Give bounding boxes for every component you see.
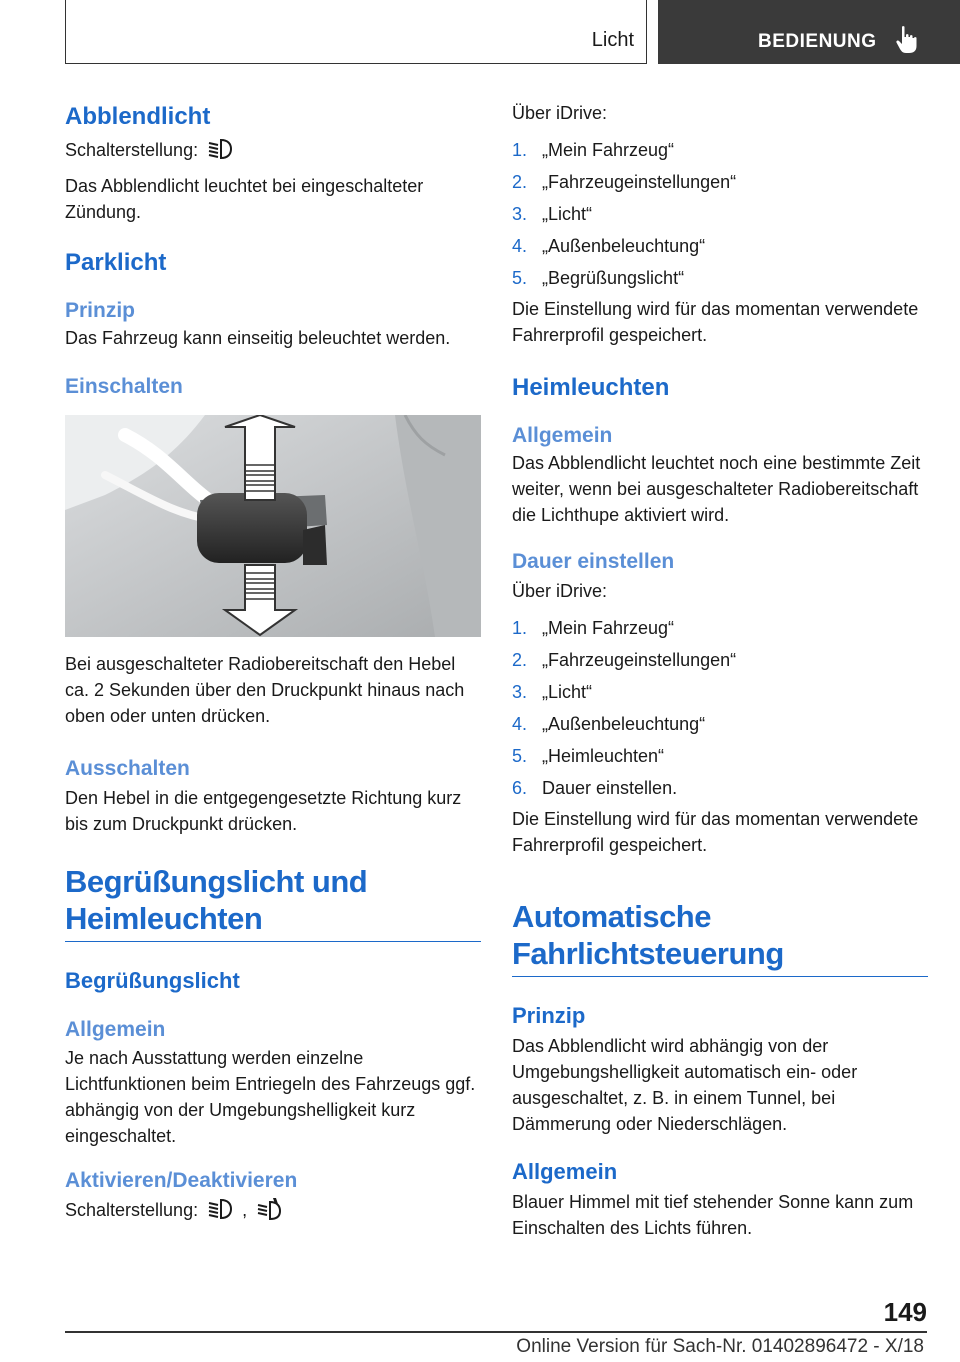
parklicht-prinzip-heading: Prinzip [65, 299, 136, 322]
heimleuchten-heading: Heimleuchten [512, 374, 670, 401]
left-column [65, 100, 481, 1227]
idrive-label-2: Über iDrive: [512, 581, 608, 601]
dauer-einstellen-heading: Dauer einstellen [512, 550, 675, 573]
online-version-text: Online Version für Sach-Nr. 01402896472 - X/18 [516, 1336, 924, 1357]
chapter-tab[interactable] [658, 0, 960, 64]
list-item: 2. „Fahrzeugeinstellungen“ [512, 172, 737, 192]
lever-illustration [65, 415, 481, 637]
auto-prinzip-text: Das Abblendlicht wird abhängig von der Umgebungshelligkeit automatisch ein- oder ausgeschaltet, z. B. in einem Tunnel, bei Dämmerung oder Niederschlägen. [512, 1036, 858, 1134]
abblendlicht-switch-line [65, 137, 481, 167]
light-lever-photo [65, 415, 481, 637]
low-beam-icon [207, 1198, 233, 1227]
header-box [65, 0, 647, 64]
abblendlicht-text: Das Abblendlicht leuchtet bei eingeschalteter Zündung. [65, 176, 424, 222]
begruessungslicht-steps [512, 134, 928, 294]
header-section-title: Licht [591, 29, 634, 51]
allgemein-heading: Allgemein [65, 1018, 166, 1041]
einschalten-text: Bei ausgeschalteter Radiobereitschaft den Hebel ca. 2 Sekunden über den Druckpunkt hinaus nach oben oder unten drücken. [65, 654, 465, 726]
icon-separator: , [242, 1200, 248, 1220]
aktivieren-heading: Aktivieren/Deaktivieren [65, 1169, 298, 1192]
auto-prinzip-heading: Prinzip [512, 1003, 586, 1028]
idrive-label-1: Über iDrive: [512, 103, 608, 123]
ausschalten-heading: Ausschalten [65, 757, 190, 780]
list-item: 5. „Begrüßungslicht“ [512, 268, 685, 288]
heim-allgemein-text: Das Abblendlicht leuchtet noch eine bestimmte Zeit weiter, wenn bei ausgeschalteter Radiobereitschaft die Lichthupe aktiviert wird. [512, 453, 921, 525]
profile-text-2: Die Einstellung wird für das momentan verwendete Fahrerprofil gespeichert. [512, 809, 919, 855]
abblendlicht-heading: Abblendlicht [65, 103, 211, 130]
begruessungslicht-heading: Begrüßungslicht [65, 968, 240, 993]
chapter-tab-label: BEDIENUNG [758, 31, 877, 52]
list-item: 6. Dauer einstellen. [512, 778, 678, 798]
list-item: 1. „Mein Fahrzeug“ [512, 618, 675, 638]
list-item: 2. „Fahrzeugeinstellungen“ [512, 650, 737, 670]
profile-text-1: Die Einstellung wird für das momentan verwendete Fahrerprofil gespeichert. [512, 299, 919, 345]
switch-label: Schalterstellung: [65, 1200, 199, 1220]
auto-light-icon [256, 1198, 282, 1227]
auto-allgemein-text: Blauer Himmel mit tief stehender Sonne kann zum Einschalten des Lichts führen. [512, 1192, 914, 1238]
gruss-heimleuchten-heading: Begrüßungslicht und Heimleuchten [65, 863, 481, 942]
auto-allgemein-heading: Allgemein [512, 1159, 618, 1184]
right-column [512, 100, 928, 1241]
footer-rule [65, 1331, 927, 1333]
allgemein-text: Je nach Ausstattung werden einzelne Lichtfunktionen beim Entriegeln des Fahrzeugs ggf. abhängig von der Umgebungshelligkeit kurz eingeschaltet. [65, 1048, 476, 1146]
ausschalten-text: Den Hebel in die entgegengesetzte Richtung kurz bis zum Druckpunkt drücken. [65, 788, 462, 834]
page-number: 149 [883, 1297, 927, 1327]
heim-allgemein-heading: Allgemein [512, 424, 613, 447]
list-item: 3. „Licht“ [512, 682, 593, 702]
parklicht-heading: Parklicht [65, 249, 167, 276]
switch-label: Schalterstellung: [65, 140, 199, 160]
list-item: 4. „Außenbeleuchtung“ [512, 236, 706, 256]
parklicht-prinzip-text: Das Fahrzeug kann einseitig beleuchtet werden. [65, 328, 451, 348]
automatische-fahrlichtsteuerung-heading: Automatische Fahrlichtsteuerung [512, 898, 928, 977]
list-item: 4. „Außenbeleuchtung“ [512, 714, 706, 734]
hand-pointer-icon [895, 25, 919, 60]
list-item: 3. „Licht“ [512, 204, 593, 224]
heimleuchten-steps [512, 612, 928, 804]
low-beam-icon [207, 138, 233, 167]
einschalten-heading: Einschalten [65, 375, 183, 398]
list-item: 1. „Mein Fahrzeug“ [512, 140, 675, 160]
list-item: 5. „Heimleuchten“ [512, 746, 665, 766]
aktivieren-switch-line [65, 1197, 481, 1227]
